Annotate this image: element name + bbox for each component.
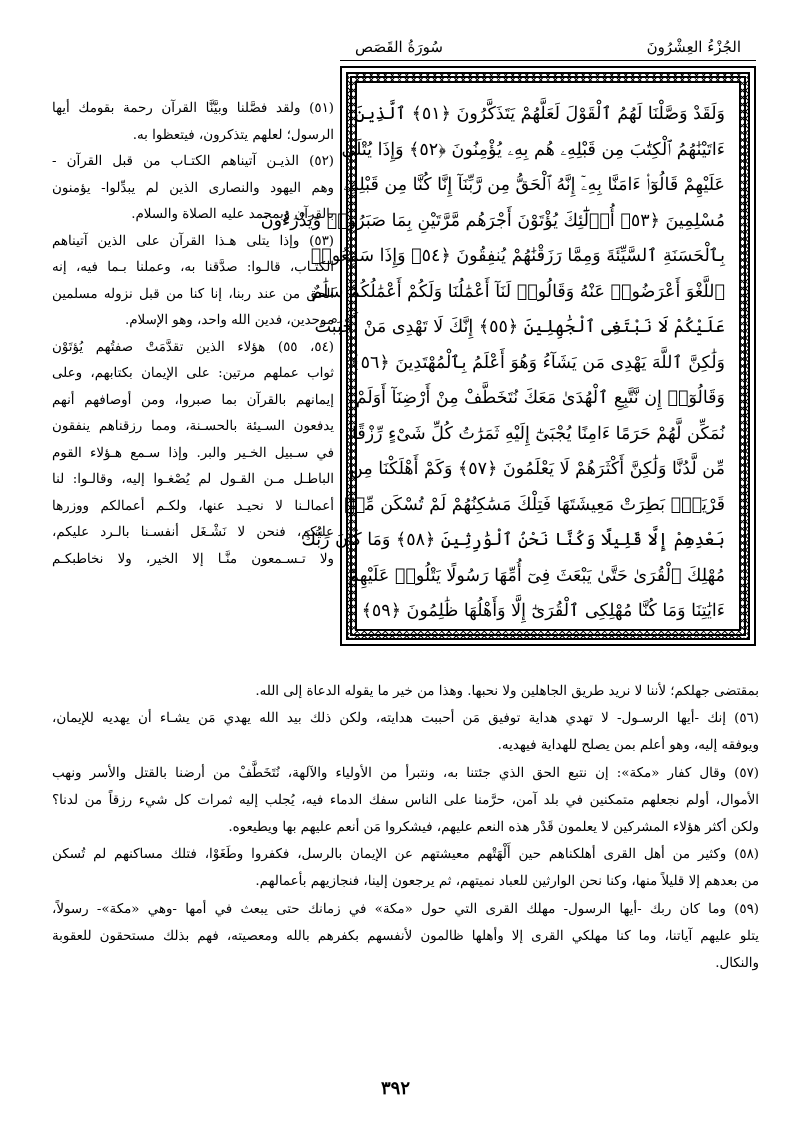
commentary-line: ثواب عملهم مرتين: على الإيمان بكتابهم، وعلى [52,366,334,381]
commentary-line: وهم اليهود والنصارى الذين لم يبدِّلوا- يؤمنون [52,180,334,196]
commentary-line: (٥٨) وكثير من أهل القرى أهلكناهم حين أَلْهَتْهم معيشتهم عن الإيمان بالرسل، فكفروا وطَغَوْا، فتلك مساكنهم لم تُسكن [52,847,759,863]
commentary-line: ولكن أكثر هؤلاء المشركين لا يعلمون قَدْر هذه النعم عليهم، فيشكروا مَن أنعم عليهم بها ويطيعوه. [228,819,759,835]
commentary-line: (٥٦) إنك -أيها الرسـول- لا تهدي هداية توفيق مَن أحببت هدايته، ولكن ذلك بيد الله يهدي مَن يشـاء أن يهديه للإيمان، [52,711,759,727]
quran-line: وَلَقَدْ وَصَّلْنَا لَهُمُ ٱلْقَوْلَ لَعَلَّهُمْ يَتَذَكَّرُونَ ﴿٥١﴾ ٱلَّذِينَ [354,104,725,124]
quran-line: مِّن لَّدُنَّا وَلَٰكِنَّ أَكْثَرَهُمْ لَا يَعْلَمُونَ ﴿٥٧﴾ وَكَمْ أَهْلَكْنَا مِن [350,459,725,479]
quran-line: عَلَيْكُمْ لَا نَبْتَغِى ٱلْجَٰهِلِينَ ﴿٥٥﴾ إِنَّكَ لَا تَهْدِى مَنْ أَحْبَبْتَ [314,317,725,337]
commentary-line: ولا تـسـمعون منَّـا إلا الخير، ولا نخاطبكـم [52,551,334,567]
quran-frame [260,66,756,646]
commentary-line: الرسول؛ لعلهم يتذكرون، فيتعظوا به. [132,127,334,143]
commentary-line: بمقتضى جهلكم؛ لأننا لا نريد طريق الجاهلين ولا نحبها. وهذا من خير ما يقوله الدعاة إلى الله. [255,684,759,699]
commentary-line: الأموال، أولم نجعلهم متمكنين في بلد آمن، حرَّمنا على الناس سفك الدماء فيه، يُجلب إليه ثمرات كل شيء رزقاً من لدنا؟ [52,792,759,808]
ornamental-border [260,72,750,640]
header-divider [340,60,756,61]
commentary-line: (٥٢) الذيـن آتيناهم الكتـاب من قبل القرآن - [52,154,334,169]
quran-line: عَلَيْهِمْ قَالُوٓا۟ ءَامَنَّا بِهِۦٓ إِنَّهُ ٱلْحَقُّ مِن رَّبِّنَآ إِنَّا كُنَّا مِن قَبْلِهِۦ [343,175,725,195]
commentary-line: موحدين، فدين الله واحد، وهو الإسلام. [124,313,334,328]
commentary-line: الحق من عند ربنا، إنا كنا من قبل نزوله مسلمين [52,286,334,302]
quran-line: وَلَٰكِنَّ ٱللَّهَ يَهْدِى مَن يَشَآءُ وَهُوَ أَعْلَمُ بِٱلْمُهْتَدِينَ ﴿٥٦﴾ [350,352,725,373]
quran-line: ءَاتَيْنَٰهُمُ ٱلْكِتَٰبَ مِن قَبْلِهِۦ هُم بِهِۦ يُؤْمِنُونَ ﴿٥٢﴾ وَإِذَا يُتْلَىٰ [341,139,725,160]
quran-line: مُهْلِكَ ٱلْقُرَىٰ حَتَّىٰ يَبْعَثَ فِىٓ أُمِّهَا رَسُولًا يَتْلُوا۟ عَلَيْهِمْ [348,565,725,586]
full-commentary [52,678,759,977]
surah-header: سُورَةُ القَصَص [355,38,443,56]
commentary-line: يدفعون السـيئة بالحسـنة، ومما رزقناهم ينفقون [52,419,334,434]
page-number: ٣٩٢ [380,1078,410,1099]
commentary-line: في سـبيل الخـير والبر. وإذا سـمع هـؤلاء القوم [52,445,334,461]
side-commentary [52,96,334,573]
quran-line: وَقَالُوٓا۟ إِن نَّتَّبِعِ ٱلْهُدَىٰ مَعَكَ نُتَخَطَّفْ مِنْ أَرْضِنَآ أَوَلَمْ [355,388,725,408]
commentary-line: (٥٣) وإذا يتلى هـذا القرآن على الذين آتيناهم [52,233,334,249]
quran-line: ٱللَّغْوَ أَعْرَضُوا۟ عَنْهُ وَقَالُوا۟ لَنَآ أَعْمَٰلُنَا وَلَكُمْ أَعْمَٰلُكُمْ سَلَٰمٌ [311,281,725,302]
quran-line: قَرْيَةٍۭ بَطِرَتْ مَعِيشَتَهَا فَتِلْكَ مَسَٰكِنُهُمْ لَمْ تُسْكَن مِّنۢ [344,494,725,515]
commentary-line: الكتـاب، قالـوا: صدَّقنا به، وعملنا بـما فيه، إنه [52,260,334,275]
commentary-line: يتلو عليهم آياتنا، وما كنا مهلكي القرى إلا وأهلها ظالمون لأنفسهم بكفرهم بالله ومعصيته، فهم بذلك مستحقون للعقوبة [52,928,759,944]
commentary-line: إيمانهم بالقرآن بما صبروا، ومن أوصافهم أنهم [52,392,334,408]
quran-line: مُسْلِمِينَ ﴿٥٣﴾ أُو۟لَٰٓئِكَ يُؤْتَوْنَ أَجْرَهُم مَّرَّتَيْنِ بِمَا صَبَرُوا۟ وَيَدْرَءُونَ [260,210,725,231]
commentary-line: (٥٩) وما كان ربك -أيها الرسول- مهلك القرى التي حول «مكة» في زمانك حتى يبعث في أمها -وهي «مكة»- رسولاً، [52,901,759,917]
quran-text-block [260,81,741,631]
quran-line: بِٱلْحَسَنَةِ ٱلسَّيِّئَةَ وَمِمَّا رَزَقْنَٰهُمْ يُنفِقُونَ ﴿٥٤﴾ وَإِذَا سَمِعُوا۟ [310,246,725,266]
commentary-line: من بعدهم إلا قليلاً منها، وكنا نحن الوارثين للعباد نميتهم، ثم يرجعون إلينا، فنجازيهم بأعمالهم. [255,874,759,890]
commentary-line: أعمالـنا لا نحيـد عنها، ولكـم أعمالكم ووزرها [52,498,334,514]
juz-header: الجُزْءُ العِشْرُونَ [646,38,741,56]
commentary-line: (٥٤، ٥٥) هؤلاء الذين تقدَّمَتْ صفتُهم يُؤتَوْن [52,339,334,355]
commentary-line: (٥٧) وقال كفار «مكة»: إن نتبع الحق الذي جئتنا به، ونتبرأ من الأولياء والآلهة، نُتَخَطَّفْ من أرضنا بالقتل والأسر ونهب [52,765,759,781]
quran-line: بَعْدِهِمْ إِلَّا قَلِيلًا وَكُنَّا نَحْنُ ٱلْوَٰرِثِينَ ﴿٥٨﴾ وَمَا كَانَ رَبُّكَ [301,530,725,550]
commentary-line: الباطـل مـن القـول لم يُصْغـوا إليه، وقالـوا: لنا [52,472,334,487]
commentary-line: والنكال. [715,955,759,971]
commentary-line: عليكم، فنحن لا نَشْـغَل أنفسـنا بالـرد عليكم، [52,525,334,540]
commentary-line: بالقرآن وبمحمد عليه الصلاة والسلام. [131,207,334,222]
quran-line: ءَايَٰتِنَا وَمَا كُنَّا مُهْلِكِى ٱلْقُرَىٰٓ إِلَّا وَأَهْلُهَا ظَٰلِمُونَ ﴿٥٩﴾ [361,601,725,621]
commentary-line: ويوفقه إليه، وهو أعلم بمن يصلح للهداية فيهديه. [497,738,759,754]
commentary-line: (٥١) ولقد فصَّلنا وبيَّنَّا القرآن رحمة بقومك أيها [52,101,334,116]
quran-line: نُمَكِّن لَّهُمْ حَرَمًا ءَامِنًا يُجْبَىٰٓ إِلَيْهِ ثَمَرَٰتُ كُلِّ شَىْءٍ رِّزْقًا [351,423,725,444]
